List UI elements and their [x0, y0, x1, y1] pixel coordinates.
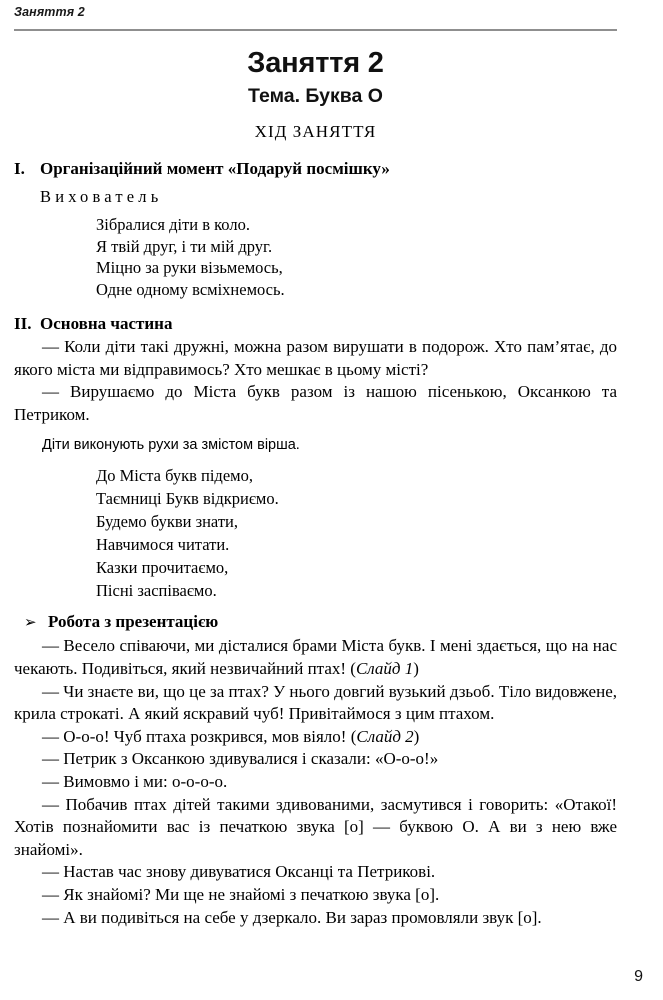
verse-line: Одне одному всміхнемось. [96, 279, 285, 299]
verse-line: Я твій друг, і ти мій друг. [96, 236, 273, 256]
running-head: Заняття 2 [14, 5, 85, 19]
paragraph: — Як знайомі? Ми ще не знайомі з печаткою звука [о]. [42, 884, 440, 904]
paragraph: — Чи знаєте ви, що це за птах? У нього довгий вузький дзьоб. Тіло видовжене, крила строкаті. А який яскравий чуб! Привітаймося з цим птахом. [14, 681, 617, 724]
paragraph [14, 726, 617, 749]
paragraph-text-tail: ) [413, 726, 420, 746]
subsection-title: Робота з презентацією [48, 612, 219, 632]
paragraph: — Петрик з Оксанкою здивувалися і сказали: «О-о-о!» [42, 749, 439, 769]
verse-line: До Міста букв підемо, [96, 466, 253, 486]
verse-block-greeting [14, 214, 617, 300]
section-heading-1 [14, 158, 617, 180]
verse-line: Таємниці Букв відкриємо. [96, 489, 279, 509]
page-number: 9 [634, 968, 643, 985]
verse-line: Казки прочитаємо, [96, 558, 229, 578]
slide-reference: Слайд 1 [355, 658, 414, 678]
stage-direction: Діти виконують рухи за змістом вірша. [42, 437, 300, 454]
slide-reference: Слайд 2 [356, 726, 414, 746]
verse-line: Навчимося читати. [96, 535, 230, 555]
paragraph: — Побачив птах дітей такими здивованими, засмутився і говорить: «Отакої! Хотів познайомити вас із печаткою звука [о] — буквою О. А ви з нею вже знайомі». [14, 794, 617, 859]
page-title: Заняття 2 [247, 47, 384, 79]
course-label: ХІД ЗАНЯТТЯ [254, 122, 377, 141]
verse-block-journey [14, 464, 617, 602]
verse-line: Зібралися діти в коло. [96, 215, 250, 234]
section-number-2: II. [14, 314, 32, 333]
speaker-label-teacher: Вихователь [40, 187, 163, 206]
paragraph-text-tail: ) [413, 658, 419, 678]
section-number-1: I. [14, 159, 25, 178]
subsection-heading-presentation [14, 611, 617, 634]
section-heading-2 [14, 313, 617, 335]
verse-line: Міцно за руки візьмемось, [96, 258, 283, 277]
paragraph [14, 635, 617, 680]
header-divider-rule [14, 29, 617, 31]
paragraph: — А ви подивіться на себе у дзеркало. Ви зараз промовляли звук [о]. [42, 907, 542, 927]
arrow-bullet-icon: ➢ [24, 615, 37, 632]
page-subtitle: Тема. Буква О [248, 85, 383, 107]
paragraph-text: — О-о-о! Чуб птаха розкрився, мов віяло! ( [42, 726, 357, 746]
verse-line: Пісні заспіваємо. [96, 581, 217, 601]
page-content [0, 38, 663, 929]
section-title-2: Основна частина [40, 314, 173, 333]
paragraph: — Коли діти такі дружні, можна разом вирушати в подорож. Хто пам’ятає, до якого міста ми відправимось? Хто мешкає в цьому місті? [14, 337, 617, 379]
paragraph: — Вимовмо і ми: о-о-о-о. [42, 771, 228, 791]
paragraph: — Вирушаємо до Міста букв разом із нашою пісенькою, Оксанкою та Петриком. [14, 382, 617, 424]
paragraph-text: — Весело співаючи, ми дісталися брами Міста букв. І мені здається, що на нас чекають. Подивіться, який незвичайний птах! ( [14, 636, 617, 678]
verse-line: Будемо букви знати, [96, 512, 238, 532]
paragraph: — Настав час знову дивуватися Оксанці та Петрикові. [42, 862, 436, 882]
section-title-1: Організаційний момент «Подаруй посмішку» [40, 159, 390, 178]
